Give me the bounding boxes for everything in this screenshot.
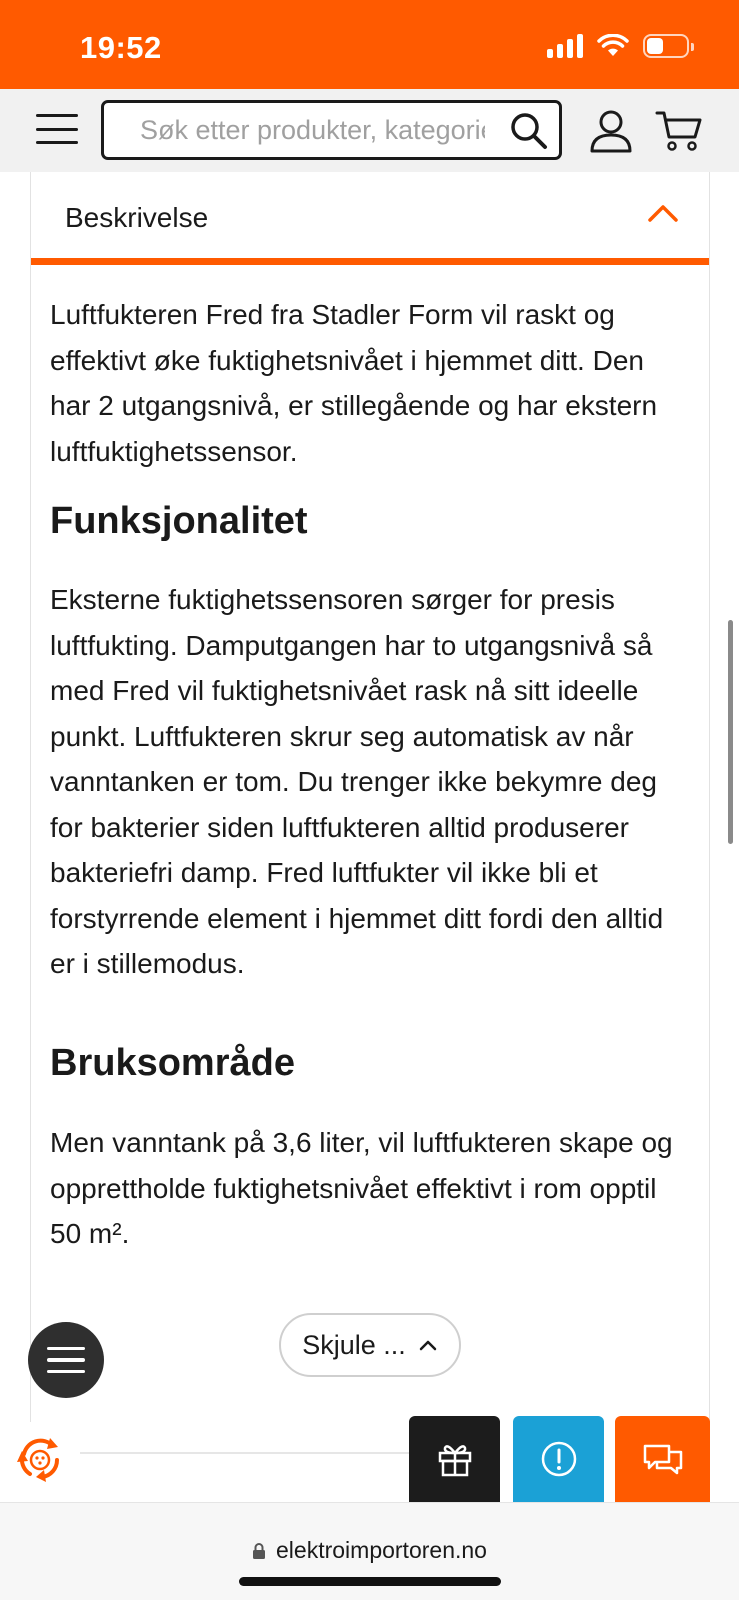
url-text: elektroimportoren.no [276, 1537, 487, 1563]
recycle-icon[interactable] [12, 1432, 68, 1488]
accordion-title: Beskrivelse [65, 202, 209, 233]
divider [80, 1452, 410, 1454]
url-wrap [0, 1537, 739, 1564]
section-heading-usage: Bruksområde [50, 1042, 295, 1084]
hamburger-menu-icon[interactable] [36, 111, 78, 147]
exclamation-circle-icon [540, 1440, 578, 1478]
accordion-active-bar [31, 258, 709, 265]
chevron-up-icon[interactable] [647, 202, 679, 224]
hide-button-label: Skjule ... [302, 1329, 406, 1360]
search-input[interactable] [140, 103, 485, 157]
section-text-functionality: Eksterne fuktighetssensoren sørger for presis luftfukting. Damputgangen har to utgangsnivå så med Fred vil fuktighetsnivået rask nå sitt ideelle punkt. Luftfukteren skrur seg automatisk av når vanntanken er tom. Du trenger ikke bekymre deg for bakterier siden luftfukteren alltid produserer bakteriefri damp. Fred luftfukter vil ikke bli et forstyrrende element i hjemmet ditt fordi den alltid er i stillemodus. [50, 584, 664, 979]
gift-button[interactable] [409, 1416, 500, 1502]
status-time: 19:52 [80, 30, 162, 65]
description-card [30, 172, 710, 1422]
user-icon[interactable] [588, 109, 634, 153]
cellular-signal-icon [547, 34, 583, 58]
search-icon[interactable] [509, 111, 549, 151]
chat-button[interactable] [615, 1416, 710, 1502]
status-bar [0, 0, 739, 89]
chat-bubbles-icon [641, 1440, 685, 1478]
lock-icon [252, 1542, 266, 1560]
description-intro: Luftfukteren Fred fra Stadler Form vil raskt og effektivt øke fuktighetsnivået i hjemmet ditt. Den har 2 utgangsnivå, er stillegående og har ekstern luftfuktighetssensor. [50, 299, 658, 467]
floating-menu-button[interactable] [28, 1322, 104, 1398]
scrollbar[interactable] [728, 620, 733, 844]
search-box [101, 100, 562, 160]
home-indicator[interactable] [239, 1577, 501, 1586]
section-text-usage: Men vanntank på 3,6 liter, vil luftfukteren skape og opprettholde fuktighetsnivået effektivt i rom opptil 50 m². [50, 1127, 673, 1249]
section-heading-functionality: Funksjonalitet [50, 500, 308, 542]
wifi-icon [597, 34, 629, 58]
hide-description-button[interactable] [279, 1313, 461, 1377]
accordion-header-description[interactable] [31, 172, 709, 258]
gift-icon [436, 1440, 474, 1478]
info-button[interactable] [513, 1416, 604, 1502]
status-icons [547, 34, 689, 58]
hamburger-menu-icon [47, 1347, 85, 1351]
chevron-up-icon [418, 1338, 438, 1352]
site-header [0, 89, 739, 172]
cart-icon[interactable] [655, 109, 703, 153]
battery-icon [643, 34, 689, 58]
